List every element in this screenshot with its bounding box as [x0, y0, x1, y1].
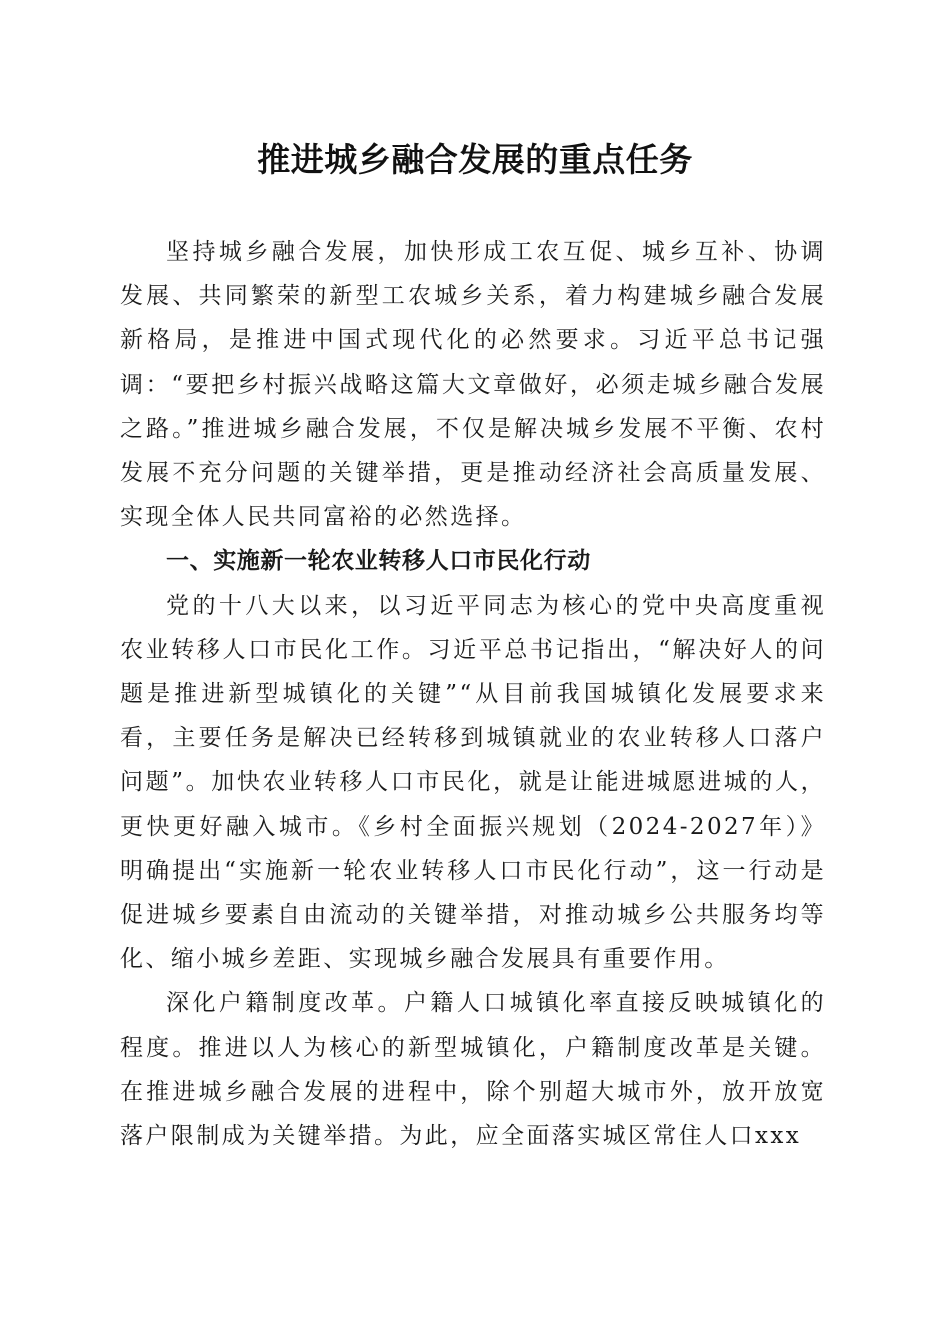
document-title: 推进城乡融合发展的重点任务: [257, 140, 693, 179]
intro-paragraph: 坚持城乡融合发展，加快形成工农互促、城乡互补、协调发展、共同繁荣的新型工农城乡关系，着力构建城乡融合发展新格局，是推进中国式现代化的必然要求。习近平总书记强调：“要把乡村振兴战略这篇大文章做好，必须走城乡融合发展之路。”推进城乡融合发展，不仅是解决城乡发展不平衡、农村发展不充分问题的关键举措，更是推动经济社会高质量发展、实现全体人民共同富裕的必然选择。: [120, 239, 826, 531]
document-body: [120, 230, 826, 1158]
section-1-paragraph-2: 深化户籍制度改革。户籍人口城镇化率直接反映城镇化的程度。推进以人为核心的新型城镇化，户籍制度改革是关键。在推进城乡融合发展的进程中，除个别超大城市外，放开放宽落户限制成为关键举措。为此，应全面落实城区常住人口xxx: [120, 990, 826, 1150]
section-heading-1: 一、实施新一轮农业转移人口市民化行动: [166, 548, 591, 575]
section-1-paragraph-1: 党的十八大以来，以习近平同志为核心的党中央高度重视农业转移人口市民化工作。习近平总书记指出，“解决好人的问题是推进新型城镇化的关键”“从目前我国城镇化发展要求来看，主要任务是解决已经转移到城镇就业的农业转移人口落户问题”。加快农业转移人口市民化，就是让能进城愿进城的人，更快更好融入城市。《乡村全面振兴规划（2024-2027年）》明确提出“实施新一轮农业转移人口市民化行动”，这一行动是促进城乡要素自由流动的关键举措，对推动城乡公共服务均等化、缩小城乡差距、实现城乡融合发展具有重要作用。: [120, 592, 826, 973]
